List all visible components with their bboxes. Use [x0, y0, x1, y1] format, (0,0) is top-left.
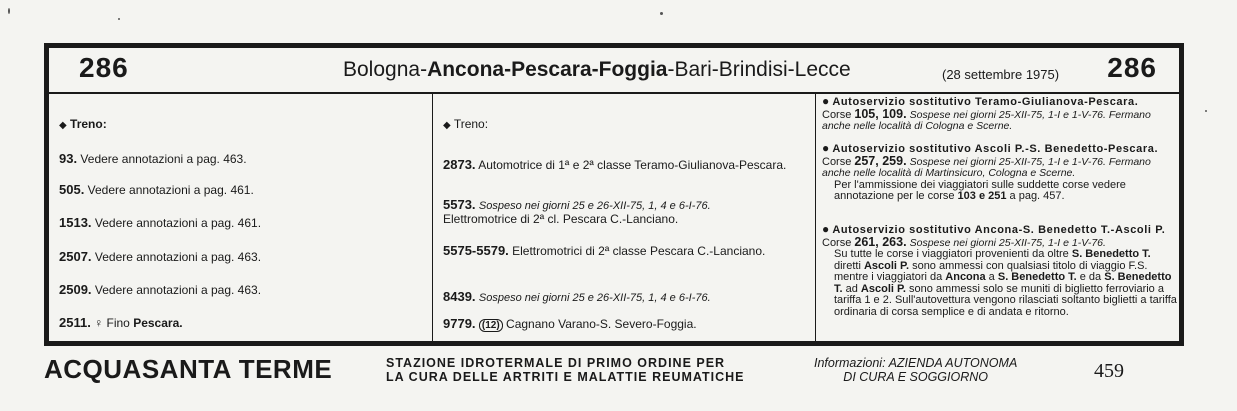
autoservizio-block	[822, 224, 1178, 318]
route-part: Ancona-Pescara-Foggia	[427, 58, 668, 81]
corse-note-italic: Sospese nei giorni 25-XII-75, 1-I e 1-V-76. Fermano anche nelle località di Martinsicuro, Cologna e Scerne.	[822, 155, 1151, 179]
scan-speck	[118, 18, 120, 20]
train-note-text: Automotrice di 1ª e 2ª classe Teramo-Giulianova-Pescara.	[478, 158, 787, 172]
train-number: 505.	[59, 182, 85, 197]
paragraph-place: S. Benedetto T.	[834, 271, 1172, 295]
corse-label: Corse	[822, 236, 852, 249]
column-heading	[59, 118, 107, 132]
paragraph-text: ad	[842, 282, 861, 295]
ad-description-line: LA CURA DELLE ARTRITI E MALATTIE REUMATICHE	[386, 370, 745, 384]
scan-speck	[1205, 110, 1207, 112]
train-number: 1513.	[59, 215, 92, 230]
page-number: 459	[1094, 360, 1124, 382]
autoservizio-title: Autoservizio sostitutivo Teramo-Giulianova-Pescara.	[832, 96, 1139, 108]
paragraph-text: sono ammessi con qualsiasi titolo di viaggio F.S. mentre i viaggiatori da	[834, 259, 1148, 283]
scan-speck	[8, 8, 10, 14]
timetable-header	[49, 48, 1179, 94]
ammissione-corse: 103 e 251	[957, 190, 1007, 202]
female-symbol-icon: ♀	[94, 316, 104, 330]
train-note	[443, 244, 807, 258]
paragraph-text: a	[985, 271, 998, 283]
train-note-italic: Sospeso nei giorni 25 e 26-XII-75, 1, 4 e 6-I-76.	[478, 292, 711, 304]
corse-note-italic: Sospese nei giorni 25-XII-75, 1-I e 1-V-76. Fermano anche nelle località di Cologna e Scerne.	[822, 108, 1151, 132]
timetable-frame	[44, 43, 1184, 346]
paragraph-text: e da	[1076, 271, 1105, 283]
ad-description	[386, 356, 745, 384]
autoservizio-block	[822, 143, 1178, 203]
table-number-right: 286	[1107, 52, 1157, 83]
train-note	[59, 250, 261, 264]
train-note-text: Cagnano Varano-S. Severo-Foggia.	[506, 317, 697, 331]
train-note	[59, 316, 183, 330]
corse-note-italic: Sospese nei giorni 25-XII-75, 1-I e 1-V-76.	[909, 236, 1106, 249]
ad-description-line: STAZIONE IDROTERMALE DI PRIMO ORDINE PER	[386, 356, 726, 370]
route-part: -Bari-Brindisi-Lecce	[667, 58, 851, 81]
column-treni-2	[432, 94, 815, 341]
train-note	[59, 216, 261, 230]
paragraph-place: Ascoli P.	[863, 259, 910, 272]
train-number: 2507.	[59, 249, 92, 264]
train-note-text: Elettromotrici di 2ª classe Pescara C.-Lanciano.	[512, 244, 766, 258]
train-number: 5573.	[443, 197, 476, 212]
train-number: 2873.	[443, 157, 476, 172]
ad-info-line: Informazioni: AZIENDA AUTONOMA	[814, 356, 1018, 370]
train-note	[59, 152, 247, 166]
heading-label: Treno:	[70, 117, 107, 131]
train-note	[59, 183, 254, 197]
corse-numbers: 257, 259.	[854, 153, 907, 168]
train-note-text: Elettromotrice di 2ª cl. Pescara C.-Lanciano.	[443, 212, 679, 226]
paragraph-text: sono ammessi solo se muniti di biglietto ferroviario a tariffa 1 e 2. Sull'autovettura vengono rilasciati soltanto biglietti a tariffa ordinaria di corsa semplice e di andata e ritorno.	[834, 282, 1177, 318]
column-heading	[443, 118, 488, 132]
ad-info-line: DI CURA E SOGGIORNO	[843, 370, 988, 384]
train-note-text: Vedere annotazioni a pag. 463.	[80, 152, 247, 166]
corse-numbers: 105, 109.	[854, 106, 907, 121]
train-note-text: Vedere annotazioni a pag. 461.	[87, 183, 254, 197]
corse-numbers: 261, 263.	[854, 234, 907, 249]
train-number: 2509.	[59, 282, 92, 297]
column-autoservizi	[815, 94, 1184, 341]
autoservizio-title: Autoservizio sostitutivo Ancona-S. Benedetto T.-Ascoli P.	[832, 224, 1166, 236]
advertisement-footer	[44, 354, 1184, 394]
train-note-text: Fino	[106, 316, 130, 330]
heading-label: Treno:	[453, 117, 489, 131]
ammissione-note: Per l'ammissione dei viaggiatori sulle suddette corse vedere annotazione per le corse	[834, 178, 1126, 202]
train-note-italic: Sospeso nei giorni 25 e 26-XII-75, 1, 4 e 6-I-76.	[478, 200, 711, 212]
autoservizio-title: Autoservizio sostitutivo Ascoli P.-S. Benedetto-Pescara.	[832, 143, 1159, 155]
corse-label: Corse	[822, 108, 852, 121]
edition-date: (28 settembre 1975)	[942, 67, 1060, 82]
paragraph-place: S. Benedetto T.	[997, 271, 1077, 283]
train-number: 9779.	[443, 316, 476, 331]
train-number: 8439.	[443, 289, 476, 304]
train-note	[59, 283, 261, 297]
ammissione-page: a pag. 457.	[1009, 190, 1065, 202]
train-note	[443, 290, 807, 305]
bullet-icon: ●	[822, 94, 830, 108]
train-number: 93.	[59, 151, 78, 166]
autoservizio-block	[822, 96, 1178, 133]
train-note-text: Vedere annotazioni a pag. 463.	[94, 250, 262, 264]
train-number: 2511.	[59, 315, 91, 330]
paragraph-text: diretti	[834, 259, 864, 272]
train-note-text: Vedere annotazioni a pag. 461.	[94, 216, 262, 230]
train-note	[443, 317, 807, 332]
ad-brand: ACQUASANTA TERME	[44, 354, 333, 384]
ammissione-paragraph	[822, 249, 1178, 318]
train-note-text: Vedere annotazioni a pag. 463.	[94, 283, 262, 297]
train-note-destination: Pescara.	[133, 316, 183, 330]
paragraph-text: Su tutte le corse i viaggiatori provenienti da oltre	[834, 248, 1072, 260]
corse-label: Corse	[822, 155, 852, 168]
paragraph-place: Ascoli P.	[860, 282, 906, 295]
paragraph-place: S. Benedetto T.	[1071, 248, 1151, 260]
route-part: Bologna-	[343, 58, 428, 81]
table-number-left: 286	[79, 52, 129, 83]
route-title	[343, 58, 851, 82]
column-treni-1	[59, 94, 429, 341]
ad-info	[814, 356, 1017, 384]
paragraph-place: Ancona	[945, 271, 986, 283]
bus-symbol-icon: (12)	[479, 319, 503, 332]
bullet-icon: ●	[822, 141, 830, 155]
train-number: 5575-5579.	[443, 243, 509, 258]
diamond-icon: ◆	[443, 120, 451, 131]
bullet-icon: ●	[822, 222, 830, 236]
diamond-icon: ◆	[59, 120, 67, 131]
train-note	[443, 198, 807, 226]
scan-speck	[660, 12, 663, 15]
train-note	[443, 158, 807, 172]
